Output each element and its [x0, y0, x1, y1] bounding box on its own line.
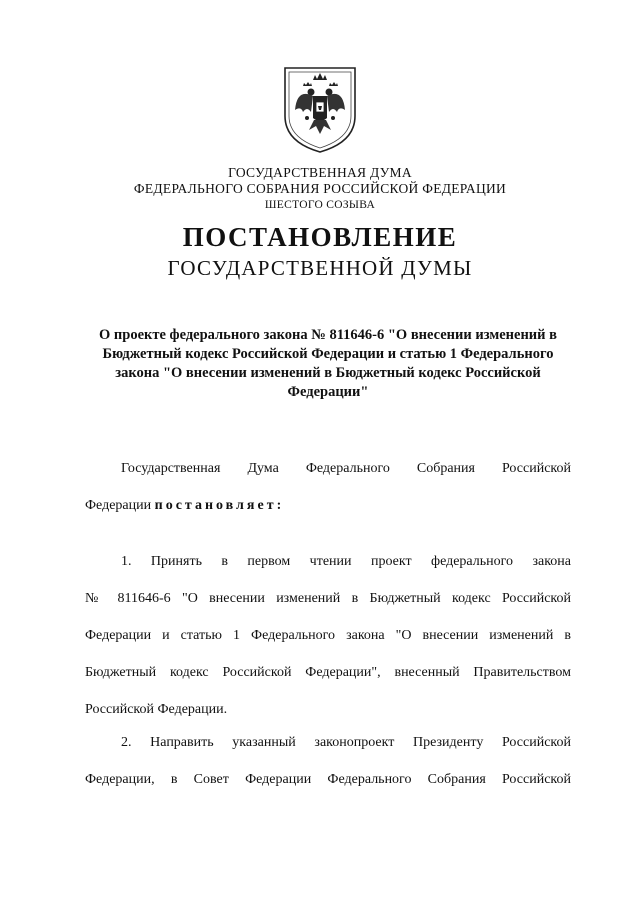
- intro-line-2-prefix: Федерации: [85, 498, 155, 513]
- resolves-word: постановляет:: [154, 498, 285, 513]
- item-1-line: № 811646-6 "О внесении изменений в Бюджетный кодекс Российской: [85, 591, 571, 606]
- intro-paragraph: [85, 458, 571, 517]
- header-line-convocation: ШЕСТОГО СОЗЫВА: [264, 199, 376, 211]
- header-line-assembly: ФЕДЕРАЛЬНОГО СОБРАНИЯ РОССИЙСКОЙ ФЕДЕРАЦИИ: [133, 181, 507, 196]
- item-1-line: Федерации и статью 1 Федерального закона "О внесении изменений в: [85, 628, 571, 643]
- intro-line-1: Государственная Дума Федерального Собрания Российской: [121, 461, 571, 476]
- item-2-line: 2. Направить указанный законопроект Президенту Российской: [121, 735, 571, 750]
- item-1-line: 1. Принять в первом чтении проект федерального закона: [121, 554, 571, 569]
- item-1-line: Российской Федерации.: [85, 702, 228, 717]
- coat-of-arms-emblem: [283, 66, 357, 154]
- item-1-line: Бюджетный кодекс Российской Федерации", внесенный Правительством: [85, 665, 571, 680]
- document-subject: О проекте федерального закона № 811646-6 "О внесении изменений в Бюджетный кодекс Российской Федерации и статью 1 Федерального закона "О внесении изменений в Бюджетный кодекс Российской Федерации": [99, 327, 557, 400]
- document-subtitle: ГОСУДАРСТВЕННОЙ ДУМЫ: [167, 256, 473, 280]
- intro-line-2: [85, 495, 571, 517]
- document-title: ПОСТАНОВЛЕНИЕ: [182, 222, 458, 252]
- item-2-line: Федерации, в Совет Федерации Федерального Собрания Российской: [85, 772, 571, 787]
- header-line-duma: ГОСУДАРСТВЕННАЯ ДУМА: [228, 165, 412, 180]
- item-2-paragraph: [85, 732, 571, 791]
- item-1-paragraph: [85, 551, 571, 721]
